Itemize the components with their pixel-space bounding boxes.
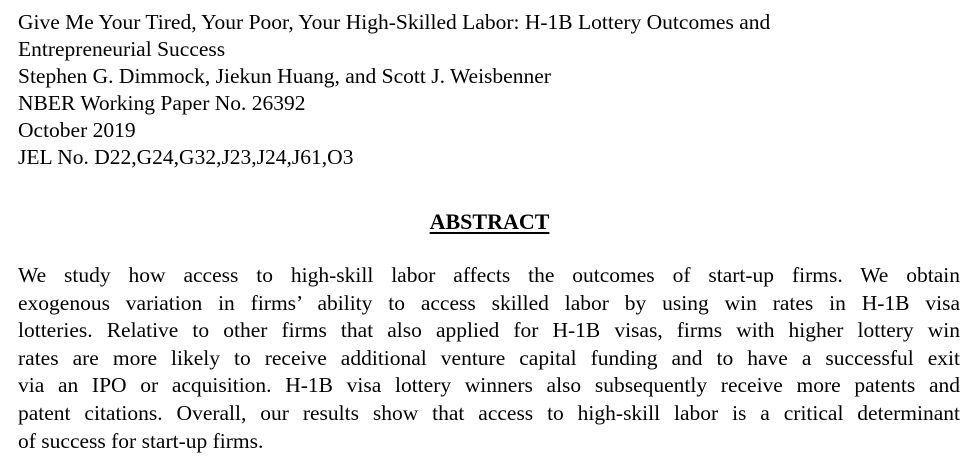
paper-jel-codes: JEL No. D22,G24,G32,J23,J24,J61,O3 — [18, 145, 354, 169]
paper-title-line: Entrepreneurial Success — [18, 37, 226, 61]
paper-series: NBER Working Paper No. 26392 — [18, 91, 306, 115]
abstract-line: of success for start-up firms. — [18, 428, 264, 453]
paper-title-line: Give Me Your Tired, Your Poor, Your High-Skilled Labor: H-1B Lottery Outcomes and — [18, 10, 771, 34]
paper-date: October 2019 — [18, 118, 136, 142]
abstract-line: via an IPO or acquisition. H-1B visa lottery winners also subsequently receive more patents and — [18, 373, 960, 398]
abstract-heading: ABSTRACT — [429, 209, 550, 234]
abstract-line: We study how access to high-skill labor affects the outcomes of start-up firms. We obtain — [18, 263, 960, 287]
paper-authors: Stephen G. Dimmock, Jiekun Huang, and Scott J. Weisbenner — [18, 64, 551, 88]
paper-header — [18, 9, 968, 171]
abstract-body — [18, 262, 960, 455]
abstract-line: exogenous variation in firms’ ability to access skilled labor by using win rates in H-1B visa — [18, 290, 960, 315]
abstract-line: patent citations. Overall, our results show that access to high-skill labor is a critical determinant — [18, 400, 960, 425]
abstract-line: rates are more likely to receive additional venture capital funding and to have a successful exit — [18, 345, 960, 370]
abstract-line: lotteries. Relative to other firms that also applied for H-1B visas, firms with higher lottery win — [18, 318, 960, 343]
